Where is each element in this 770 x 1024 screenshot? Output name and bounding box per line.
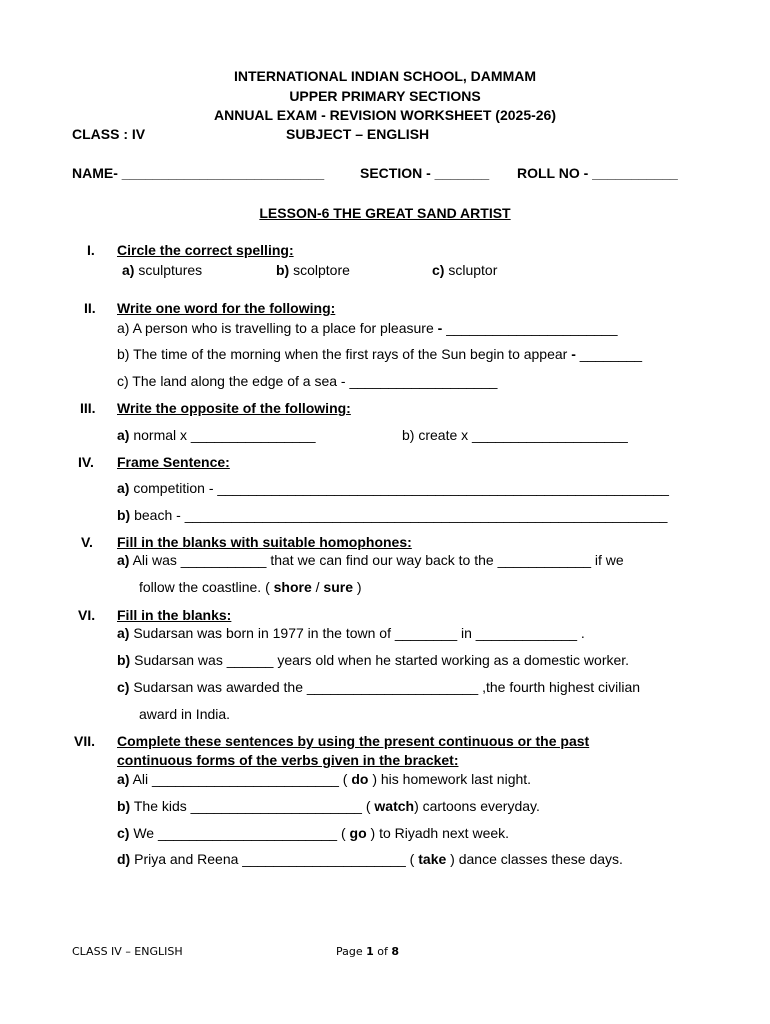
footer-class: CLASS IV – ENGLISH xyxy=(72,945,183,958)
question-title: Circle the correct spelling: xyxy=(117,242,294,258)
question-title: Frame Sentence: xyxy=(117,454,230,470)
question-title: Fill in the blanks with suitable homophones: xyxy=(117,534,412,550)
item-a: a) normal x ________________ xyxy=(117,427,316,443)
lesson-title: LESSON-6 THE GREAT SAND ARTIST xyxy=(259,205,511,221)
question-title: Write the opposite of the following: xyxy=(117,400,351,416)
question-number: VI. xyxy=(78,607,96,623)
section-name: UPPER PRIMARY SECTIONS xyxy=(289,88,481,104)
item-b: b) Sudarsan was ______ years old when he started working as a domestic worker. xyxy=(117,652,630,668)
name-field: NAME- __________________________ xyxy=(72,165,325,181)
question-number: V. xyxy=(81,534,93,550)
item-c-continuation: award in India. xyxy=(139,706,231,722)
question-number: IV. xyxy=(78,454,94,470)
page-number: Page 1 of 8 xyxy=(336,945,400,958)
subject-label: SUBJECT – ENGLISH xyxy=(286,126,430,142)
school-name: INTERNATIONAL INDIAN SCHOOL, DAMMAM xyxy=(233,68,537,84)
section-field: SECTION - _______ xyxy=(360,165,490,181)
item-a: a) Ali was ___________ that we can find our way back to the ____________ if we xyxy=(117,552,624,568)
question-title: Complete these sentences by using the present continuous or the past xyxy=(117,733,590,749)
item-a: a) Sudarsan was born in 1977 in the town of ________ in _____________ . xyxy=(117,625,585,641)
item-a: a) Ali ________________________ ( do ) his homework last night. xyxy=(117,771,532,787)
item-b: b) The time of the morning when the first rays of the Sun begin to appear - ________ xyxy=(117,346,643,362)
class-label: CLASS : IV xyxy=(72,126,146,142)
item-b: b) beach - ______________________________________________________________ xyxy=(117,507,668,523)
exam-title: ANNUAL EXAM - REVISION WORKSHEET (2025-26) xyxy=(213,107,556,123)
question-number: I. xyxy=(87,242,95,258)
question-number: VII. xyxy=(74,733,96,749)
item-b: b) create x ____________________ xyxy=(402,427,628,443)
option-c: c) scluptor xyxy=(432,262,498,278)
item-b: b) The kids ______________________ ( watch) cartoons everyday. xyxy=(117,798,540,814)
question-number: III. xyxy=(80,400,96,416)
option-b: b) scolptore xyxy=(276,262,350,278)
item-d: d) Priya and Reena _____________________ ( take ) dance classes these days. xyxy=(117,851,623,867)
roll-field: ROLL NO - ___________ xyxy=(517,165,678,181)
question-number: II. xyxy=(84,300,96,316)
item-a: a) competition - __________________________________________________________ xyxy=(117,480,669,496)
question-title: Write one word for the following: xyxy=(117,300,336,316)
question-title: Fill in the blanks: xyxy=(117,607,232,623)
question-title-continuation: continuous forms of the verbs given in the bracket: xyxy=(117,752,459,768)
item-c: c) We _______________________ ( go ) to Riyadh next week. xyxy=(117,825,510,841)
item-c: c) The land along the edge of a sea - ___________________ xyxy=(117,373,498,389)
item-a-continuation: follow the coastline. ( shore / sure ) xyxy=(139,579,362,595)
option-a: a) sculptures xyxy=(122,262,203,278)
item-a: a) A person who is travelling to a place for pleasure - ______________________ xyxy=(117,320,618,336)
item-c: c) Sudarsan was awarded the ______________________ ,the fourth highest civilian xyxy=(117,679,641,695)
